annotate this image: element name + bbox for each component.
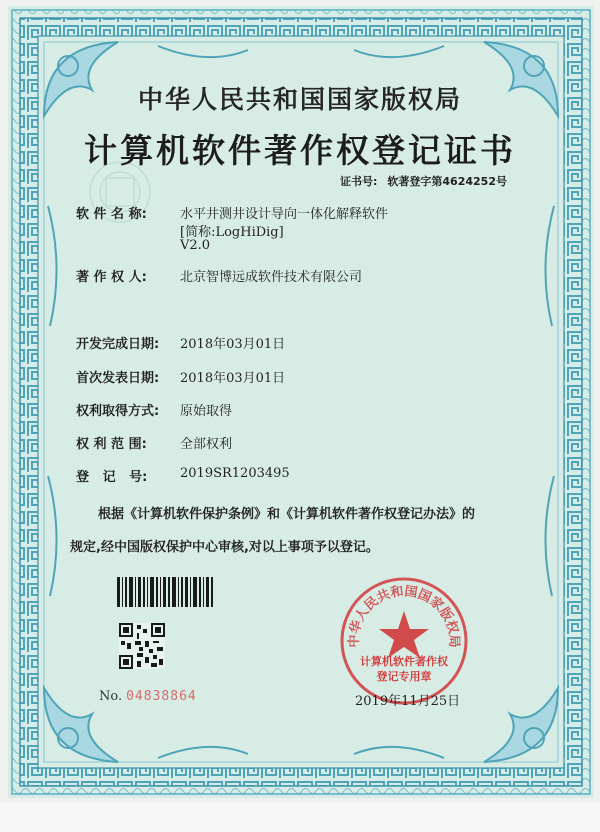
official-seal (338, 575, 470, 707)
issue-date: 2019年11月25日 (355, 694, 461, 709)
statement-line-2: 规定,经中国版权保护中心审核,对以上事项予以登记。 (70, 540, 379, 555)
certificate-number (340, 173, 517, 189)
barcode (117, 577, 215, 607)
field-label: 开发完成日期: (76, 337, 160, 352)
registration-number-value: 2019SR1203495 (180, 466, 290, 481)
field-label: 著 作 权 人: (76, 270, 147, 285)
seal-name-line-1: 计算机软件著作权 (360, 655, 448, 668)
serial-number (99, 689, 197, 704)
field-label: 登 记 号: (76, 470, 148, 485)
first-published-value: 2018年03月01日 (180, 371, 286, 386)
serial-label: No. (99, 689, 123, 704)
page-bottom-margin (0, 802, 600, 832)
serial-value: 04838864 (126, 689, 197, 704)
seal-ring-text: 中华人民共和国国家版权局 (346, 584, 462, 648)
software-version: V2.0 (180, 238, 211, 253)
registration-statement (70, 498, 540, 564)
field-label: 权 利 范 围: (76, 437, 147, 452)
certificate-number-label: 证书号: (340, 175, 378, 188)
certificate-number-value: 软著登字第4624252号 (387, 175, 507, 188)
seal-star-icon (379, 611, 429, 658)
statement-line-1: 根据《计算机软件保护条例》和《计算机软件著作权登记办法》的 (98, 507, 476, 522)
seal-name-line-2: 登记专用章 (376, 670, 432, 683)
qr-code (119, 623, 165, 669)
development-completed-value: 2018年03月01日 (180, 337, 286, 352)
field-label: 软 件 名 称: (76, 207, 147, 222)
issuer-title: 中华人民共和国国家版权局 (137, 85, 462, 114)
certificate-title: 计算机软件著作权登记证书 (84, 131, 516, 170)
rights-scope-value: 全部权利 (180, 437, 233, 452)
field-label: 首次发表日期: (76, 371, 160, 386)
software-name-value: 水平井测井设计导向一体化解释软件 (180, 207, 389, 222)
acquisition-method-value: 原始取得 (180, 404, 233, 419)
copyright-owner-value: 北京智博远成软件技术有限公司 (180, 270, 363, 285)
field-label: 权利取得方式: (76, 404, 160, 419)
software-short-name: [简称:LogHiDig] (180, 225, 284, 240)
